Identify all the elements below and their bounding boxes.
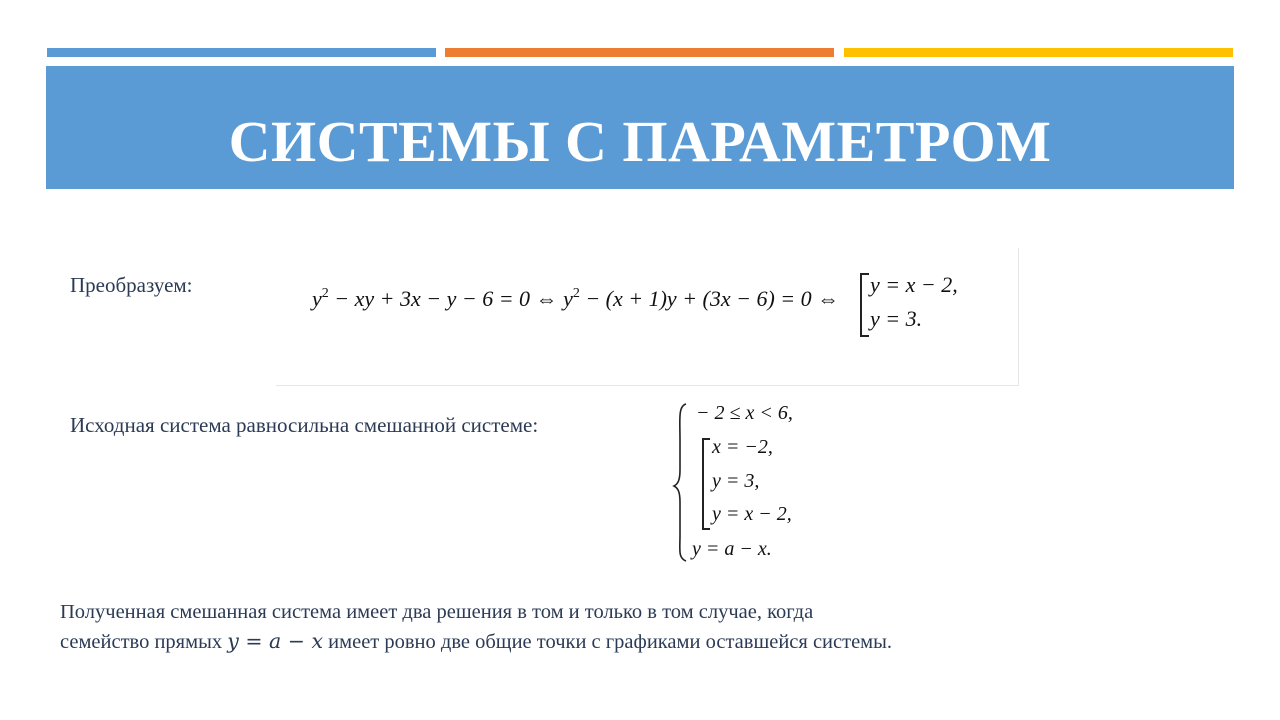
union-bracket (860, 273, 869, 337)
eq-lhs1-rest: − xy + 3x − y − 6 = 0 ⇔ (328, 286, 564, 311)
accent-stripe-orange (445, 48, 834, 57)
conclusion-line-2-end: имеет ровно две общие точки с графиками оставшейся системы. (323, 631, 893, 653)
system-line-last: y = a − x. (692, 538, 772, 560)
system-brace (672, 400, 692, 565)
slide-title: СИСТЕМЫ С ПАРАМЕТРОМ (228, 109, 1052, 174)
conclusion-line-2-math: y = a − x (227, 629, 324, 653)
equivalence-label: Исходная система равносильна смешанной системе: (70, 413, 539, 437)
eq-case-2: y = 3. (870, 306, 923, 331)
transform-label: Преобразуем: (70, 273, 193, 297)
transformed-equation (312, 286, 839, 312)
conclusion-line-1: Полученная смешанная система имеет два решения в том и только в том случае, когда (60, 601, 814, 623)
accent-stripe-yellow (844, 48, 1233, 57)
conclusion-paragraph (60, 598, 892, 657)
system-sub-1: x = −2, (712, 436, 773, 458)
eq-lhs1: y (312, 286, 322, 311)
mixed-system (672, 400, 872, 565)
system-sub-3: y = x − 2, (712, 503, 792, 525)
system-line-1: − 2 ≤ x < 6, (696, 402, 793, 424)
eq-case-1: y = x − 2, (870, 272, 958, 297)
eq-square-2: 2 (572, 286, 580, 301)
equation-image (276, 248, 1019, 386)
system-sub-2: y = 3, (712, 470, 760, 492)
eq-square-1: 2 (321, 286, 329, 301)
accent-stripe-blue (47, 48, 436, 57)
eq-lhs2-rest: − (x + 1)y + (3x − 6) = 0 ⇔ (579, 286, 840, 311)
inner-union-bracket (702, 438, 710, 530)
title-band (46, 66, 1234, 189)
conclusion-line-2 (60, 627, 892, 657)
eq-lhs2: y (563, 286, 573, 311)
conclusion-line-2-start: семейство прямых (60, 631, 228, 653)
